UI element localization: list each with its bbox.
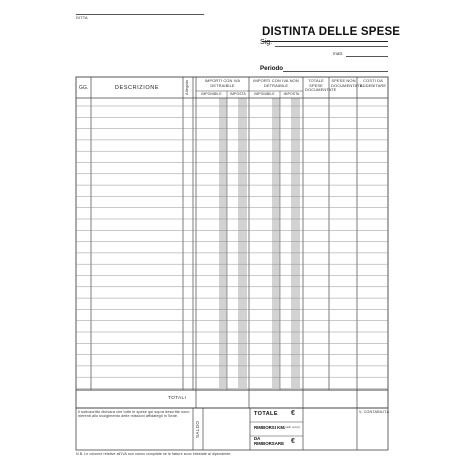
sub-header-imposta: IMPOSTA (230, 92, 246, 96)
sub-header-imponibile: IMPONIBILE (254, 92, 275, 96)
shaded-column (238, 98, 247, 388)
sig-label: Sig. (260, 39, 273, 46)
sub-header-imposta: IMPOSTA (283, 92, 300, 96)
currency-symbol: € (291, 438, 295, 445)
declaration-note: Il sottoscritto dichiara che tutte le spese qui sopra descritte sono inerenti allo svolgimento delle missioni affidategli in Sede. (78, 410, 190, 419)
rimborsi-km-label: RIMBORSI KM. (254, 425, 286, 430)
col-header-costi-addebitare: COSTI DA ADDEBITARE (359, 78, 387, 88)
rimborsi-km-note: (vedi retro) (284, 425, 300, 429)
bottom-note: N.B. Le colonne relative all'IVA non vanno compilate se le fatture sono intestate al dipendente. (76, 452, 232, 456)
totale-label: TOTALE (254, 411, 278, 417)
shaded-column (219, 98, 227, 388)
col-header-allegato: Allegato (184, 79, 189, 95)
col-header-totale-spese: TOTALE SPESE DOCUMENTATE (305, 78, 337, 93)
col-header-gg: GG. (79, 85, 89, 91)
visto-contabilita-label: V. CONTABILITÀ (359, 410, 390, 414)
ditta-label: DITTA (76, 15, 88, 20)
shaded-column (291, 98, 300, 388)
matr-label: matr. (333, 51, 344, 56)
saldo-label: SALDO (195, 420, 200, 438)
col-header-descrizione: DESCRIZIONE (114, 85, 160, 91)
da-rimborsare-label: DA RIMBORSARE (254, 436, 285, 446)
group-header-iva-non-detraibile: IMPORTI CON IVA NON DETRAIBILE (253, 78, 299, 88)
sub-header-imponibile: IMPONIBILE (201, 92, 222, 96)
table-rows (76, 106, 388, 389)
form-title: DISTINTA DELLE SPESE (262, 26, 401, 38)
totali-label: TOTALI (168, 396, 187, 401)
group-header-iva-detraibile: IMPORTI CON IVA DETRAIBILE (204, 78, 241, 88)
currency-symbol: € (291, 410, 295, 417)
periodo-label: Periodo (260, 65, 284, 72)
shaded-column (272, 98, 280, 388)
col-header-spese-non-doc: SPESE NON DOCUMENTATE (331, 78, 363, 88)
table-border (76, 77, 388, 408)
